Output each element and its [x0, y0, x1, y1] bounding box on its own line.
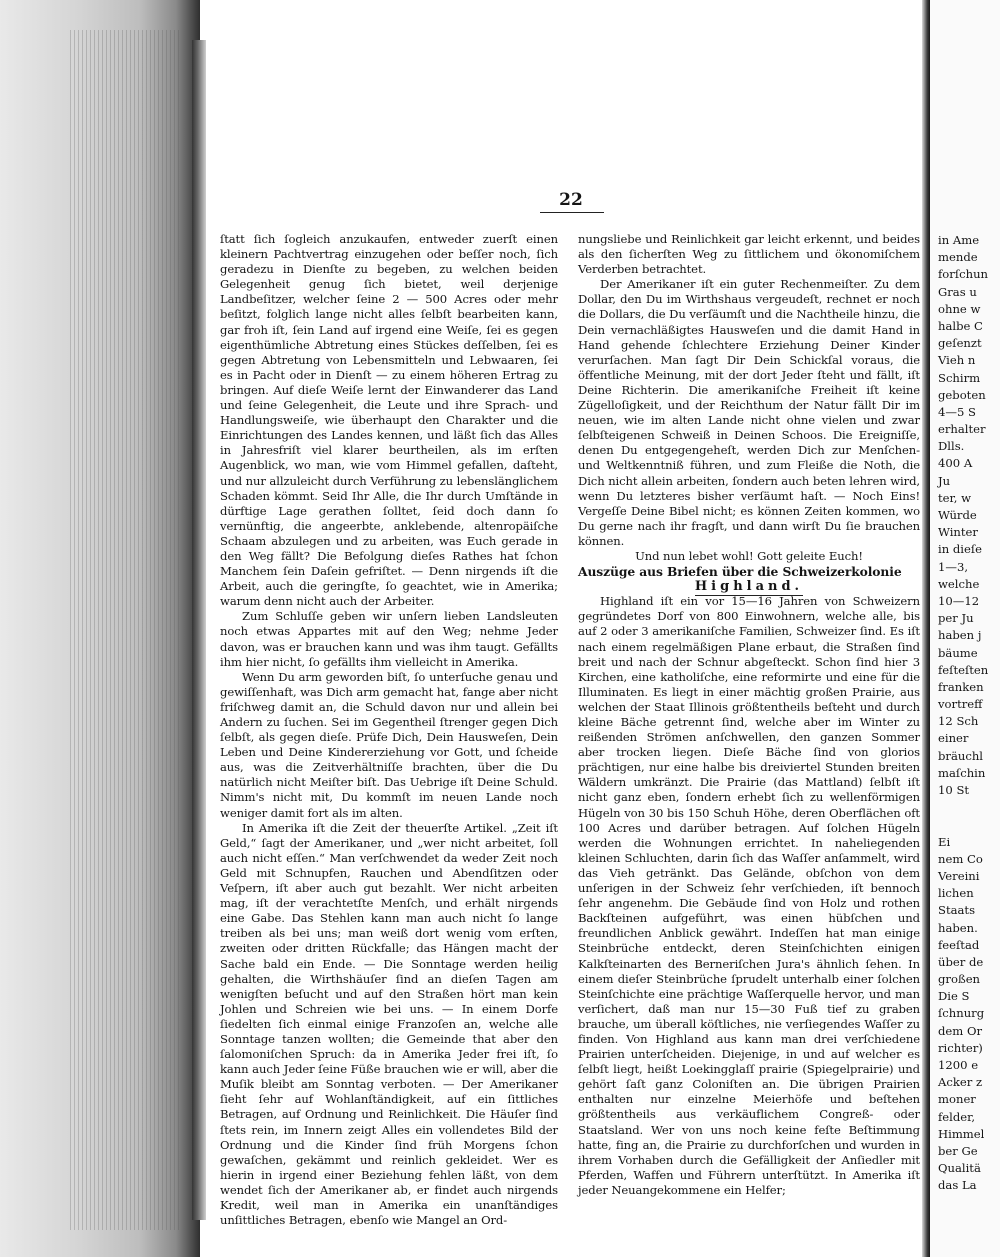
next-page-line: richter) [938, 1040, 983, 1055]
next-page-line: ter, w [938, 490, 972, 505]
right-paragraph-1: nungsliebe und Reinlichkeit gar leicht erkennt, und beides als den ſicherſten Weg zu ſittlichem und ökonomiſchem Verderben betrachtet. [578, 232, 920, 277]
next-page-line: welche [938, 576, 980, 591]
next-page-line: ohne w [938, 301, 981, 316]
next-page-line: Gras u [938, 284, 977, 299]
next-page-line: Staats [938, 903, 976, 918]
right-paragraph-4: Highland iſt ein vor 15—16 Jahren von Schweizern gegründetes Dorf von 800 Einwohnern, welche alle, bis auf 2 oder 3 amerikaniſche Familien, Schweizer ſind. Es iſt nach einem regelmäßigen Plane erbaut, die Straßen ſind breit und nach der Schnur abgeſteckt. Schon ſind hier 3 Kirchen, eine katholiſche, eine reformirte und eine für die Illuminaten. Es liegt in einer mächtig großen Prairie, aus welchen der Staat Illinois größtentheils beſteht und durch kleine Bäche getrennt ſind, welche aber im Winter zu reißenden Strömen anſchwellen, den ganzen Sommer aber trocken liegen. Dieſe Bäche ſind von glorios prächtigen, nur eine halbe bis dreiviertel Stunden breiten Wäldern umkränzt. Die Prairie (das Mattland) ſelbſt iſt nicht ganz eben, ſondern erhebt ſich zu wellenförmigen Hügeln von 30 bis 150 Schuh Höhe, deren Oberflächen oft 100 Acres und darüber betragen. Auf ſolchen Hügeln werden die Wohnungen errichtet. In naheliegenden kleinen Schluchten, darin ſich das Waſſer anſammelt, wird das Vieh getränkt. Das Gelände, obſchon von dem unſerigen in der Schweiz ſehr verſchieden, iſt bennoch ſehr angenehm. Die Gebäude ſind von Holz und rothen Backſteinen aufgeführt, was einen hübſchen und freundlichen Anblick gewährt. Indeſſen hat man einige Steinbrüche entdeckt, deren Steinſchichten einigen Kalkſteinarten des Berneriſchen Jura's ähnlich ſehen. In einem dieſer Steinbrüche ſprudelt unterhalb einer ſolchen Steinſchichte eine prächtige Waſſerquelle hervor, und man verſichert, daß man nur 15—30 Fuß tief zu graben brauche, um überall köſtliches, nie verſiegendes Waſſer zu finden. Von Highland aus kann man drei verſchiedene Prairien unterſcheiden. Diejenige, in und auf welcher es ſelbſt liegt, heißt Loekingglaſſ prairie (Spiegelprairie) und gehört ſaſt ganz Coloniſten an. Die übrigen Prairien enthalten nur einzelne Meierhöfe und beſtehen größtentheils aus verkäuflichem Congreß- oder Staatsland. Wer von uns noch keine feſte Beſtimmung hatte, fing an, die Prairie zu durchforſchen und wurden in ihrem Vorhaben durch die Gefälligkeit der Anſiedler mit Pferden, Waffen und Führern unterſtützt. In Amerika iſt jeder Neuangekommene ein Helfer; [578, 594, 920, 1197]
next-page-line: 4—5 S [938, 404, 976, 419]
next-page-line: felder, [938, 1109, 976, 1124]
next-page-line: vortreff [938, 697, 983, 712]
next-page-line: über de [938, 954, 984, 969]
section-title [578, 579, 920, 594]
next-page-line: franken [938, 679, 984, 694]
left-paragraph-2: Zum Schluſſe geben wir unſern lieben Landsleuten noch etwas Appartes mit auf den Weg; nehme Jeder davon, was er brauchen kann und was ihm taugt. Gefällts ihm hier nicht, ſo gefällts ihm vielleicht in Amerika. [220, 609, 558, 669]
next-page-line: Qualitä [938, 1161, 981, 1176]
next-page-line: nem Co [938, 851, 983, 866]
page-edge-lines [70, 30, 180, 1230]
next-page-line: großen [938, 972, 981, 987]
next-page-line: 12 Sch [938, 714, 979, 729]
next-page-text [938, 232, 1000, 1195]
next-page-line: Himmel [938, 1126, 985, 1141]
next-page-line: bäume [938, 645, 978, 660]
next-page-line: geſenzt [938, 336, 982, 351]
next-page-line [938, 799, 1000, 816]
binding-shadow [192, 40, 206, 1220]
next-page-line: erhalter [938, 422, 986, 437]
next-page-line: Dlls. [938, 439, 965, 454]
next-page-line: Schirm [938, 370, 981, 385]
next-page-line: ber Ge [938, 1143, 978, 1158]
next-page-edge [930, 0, 1000, 1257]
next-page-line: Die S [938, 989, 970, 1004]
next-page-line: halbe C [938, 318, 983, 333]
next-page-line: ſchnurg [938, 1006, 985, 1021]
next-page-line: 10—12 [938, 593, 980, 608]
left-paragraph-1: ſtatt ſich ſogleich anzukaufen, entweder zuerſt einen kleinern Pachtvertrag einzugehen oder beſſer noch, ſich geradezu in Dienſte zu begeben, zu welchen beiden Gelegenheit genug ſich bietet, weil derjenige Landbeſitzer, welcher ſeine 2 — 500 Acres oder mehr beſitzt, folglich lange nicht alles ſelbſt bearbeiten kann, gar froh iſt, ſein Land auf irgend eine Weiſe, ſei es gegen eigenthümliche Abtretung eines Stückes deſſelben, ſei es gegen Abtretung von Lebensmitteln und Lebwaaren, ſei es in Pacht oder in Dienſt — zu einem höheren Ertrag zu bringen. Auf dieſe Weiſe lernt der Einwanderer das Land und ſeine Gelegenheit, die Leute und ihre Sprach- und Handlungsweiſe, wie überhaupt den Charakter und die Einrichtungen des Landes kennen, und läßt ſich das Alles in Jahresfriſt viel klarer beurtheilen, als im erſten Augenblick, wo man, wie vom Himmel gefallen, daſteht, und nur allzuleicht durch Verführung zu lebenslänglichem Schaden kömmt. Seid Ihr Alle, die Ihr durch Umſtände in dürftige Lage gerathen ſolltet, ſeid doch dann ſo vernünftig, die angeerbte, anklebende, altenropäiſche Schaam abzulegen und zu arbeiten, was Euch gerade in den Weg fällt? Die Befolgung dieſes Rathes hat ſchon Manchem ſein Daſein gefriſtet. — Denn nirgends iſt die Arbeit, auch die geringſte, ſo geachtet, wie in Amerika; warum denn nicht auch der Arbeiter. [220, 232, 558, 609]
next-page-line: feeſtad [938, 937, 980, 952]
next-page-line: Würde [938, 508, 977, 522]
page-number: 22 [559, 190, 583, 210]
next-page-line: Vereini [938, 868, 980, 883]
next-page-line: moner [938, 1092, 976, 1107]
next-page-line [938, 816, 1000, 833]
next-page-line: haben. [938, 920, 978, 935]
next-page-line: das La [938, 1178, 977, 1193]
next-page-line: mende [938, 250, 978, 265]
right-column [578, 232, 920, 1198]
right-paragraph-2: Der Amerikaner iſt ein guter Rechenmeiſter. Zu dem Dollar, den Du im Wirthshaus vergeudeſt, rechnet er noch die Dollars, die Du verſäumſt und die Nachtheile hinzu, die Dein vernachläßigtes Hausweſen und die damit Hand in Hand gehende ſchlechtere Erziehung Deiner Kinder verurſachen. Man ſagt Dir Dein Schickſal voraus, die öffentliche Meinung, mit der dort Jeder ſteht und fällt, iſt Deine Richterin. Die amerikaniſche Freiheit iſt keine Zügelloſigkeit, und der Reichthum der Natur fällt Dir im neuen, wie im alten Lande nicht ohne vielen und zwar ſelbſteigenen Schweiß in Deinen Schoos. Die Ereigniſſe, denen Du entgegengeheſt, werden Dich zur Menſchen- und Weltkenntniß führen, und zum Fleiße die Noth, die Dich nicht allein arbeiten, ſondern auch beten lehren wird, wenn Du letzteres bisher verſäumt haſt. — Noch Eins! Vergeſſe Deine Bibel nicht; es können Zeiten kommen, wo Du gerne nach ihr fragſt, und dann wirſt Du ſie brauchen können. [578, 277, 920, 548]
left-paragraph-4: In Amerika iſt die Zeit der theuerſte Artikel. „Zeit iſt Geld,“ ſagt der Amerikaner, und „wer nicht arbeitet, ſoll auch nicht eſſen.“ Man verſchwendet da weder Zeit noch Geld mit Schnupfen, Rauchen und Abendſitzen oder Veſpern, iſt aber auch gut bezahlt. Wer nicht arbeiten mag, iſt der verachtetſte Menſch, und erhält nirgends eine Gabe. Das Stehlen kann man auch nicht ſo lange treiben als bei uns; man weiß dort wenig vom erſten, zweiten oder dritten Rückfalle; das Hängen macht der Sache bald ein Ende. — Die Sonntage werden heilig gehalten, die Wirthshäuſer ſind an dieſen Tagen am wenigſten beſucht und auf den Straßen hört man kein Johlen und Schreien wie bei uns. — In einem Dorfe ſiedelten ſich einmal einige Franzoſen an, welche alle Sonntage tanzen wollten; die Gemeinde that aber den ſalomoniſchen Spruch: da in Amerika Jeder frei iſt, ſo kann auch Jeder ſeine Füße brauchen wie er will, aber die Muſik bleibt am Sonntag verboten. — Der Amerikaner ſieht ſehr auf Wohlanſtändigkeit, auf ein ſittliches Betragen, auf Ordnung und Reinlichkeit. Die Häuſer ſind ſtets rein, im Innern zeigt Alles ein vollendetes Bild der Ordnung und die Kinder ſind früh Morgens ſchon gewaſchen, gekämmt und reinlich gekleidet. Wer es hierin in irgend einer Beziehung fehlen läßt, von dem wendet ſich der Amerikaner ab, er findet auch nirgends Kredit, weil man in Amerika ein unanſtändiges unſittliches Betragen, ebenſo wie Mangel an Ord- [220, 820, 558, 1228]
next-page-line: Ei [938, 834, 951, 849]
next-page-line: bräuchl [938, 748, 984, 763]
section-heading: Auszüge aus Briefen über die Schweizerkolonie [578, 564, 902, 580]
next-page-line: 1—3, [938, 559, 969, 574]
next-page-line: Vieh n [938, 353, 976, 368]
section-title-text: Highland. [694, 579, 804, 595]
next-page-line: Winter [938, 525, 978, 540]
left-paragraph-3: Wenn Du arm geworden biſt, ſo unterſuche genau und gewiſſenhaft, was Dich arm gemacht hat, fange aber nicht friſchweg damit an, die Schuld davon nur und allein bei Andern zu ſuchen. Sei im Gegentheil ſtrenger gegen Dich ſelbſt, als gegen dieſe. Prüfe Dich, Dein Hausweſen, Dein Leben und Deine Kindererziehung vor Gott, und ſcheide aus, was die Zeitverhältniſſe brachten, über die Du natürlich nicht Meiſter biſt. Das Uebrige iſt Deine Schuld. Nimm's nicht mit, Du kommſt im neuen Lande noch weniger damit fort als im alten. [220, 669, 558, 820]
next-page-line: 1200 e [938, 1058, 979, 1072]
next-page-line: 400 A [938, 456, 973, 471]
next-page-line: einer [938, 731, 969, 746]
next-page-line: Acker z [938, 1075, 983, 1090]
next-page-line: in dieſe [938, 542, 983, 557]
next-page-line: 10 St [938, 783, 970, 797]
next-page-line: in Ame [938, 233, 980, 247]
next-page-line: geboten [938, 387, 986, 402]
page-number-rule [540, 212, 604, 213]
next-page-line: dem Or [938, 1023, 983, 1038]
next-page-line: feſteſten [938, 662, 989, 677]
right-paragraph-3: Und nun lebet wohl! Gott geleite Euch! [635, 548, 863, 563]
next-page-line: haben j [938, 628, 982, 643]
next-page-line: maſchin [938, 765, 986, 780]
next-page-line: forſchun [938, 267, 988, 282]
book-edge [0, 0, 200, 1257]
next-page-line: per Ju [938, 611, 974, 626]
next-page-line: Ju [938, 473, 951, 488]
left-column [220, 232, 558, 1228]
next-page-line: lichen [938, 886, 974, 901]
